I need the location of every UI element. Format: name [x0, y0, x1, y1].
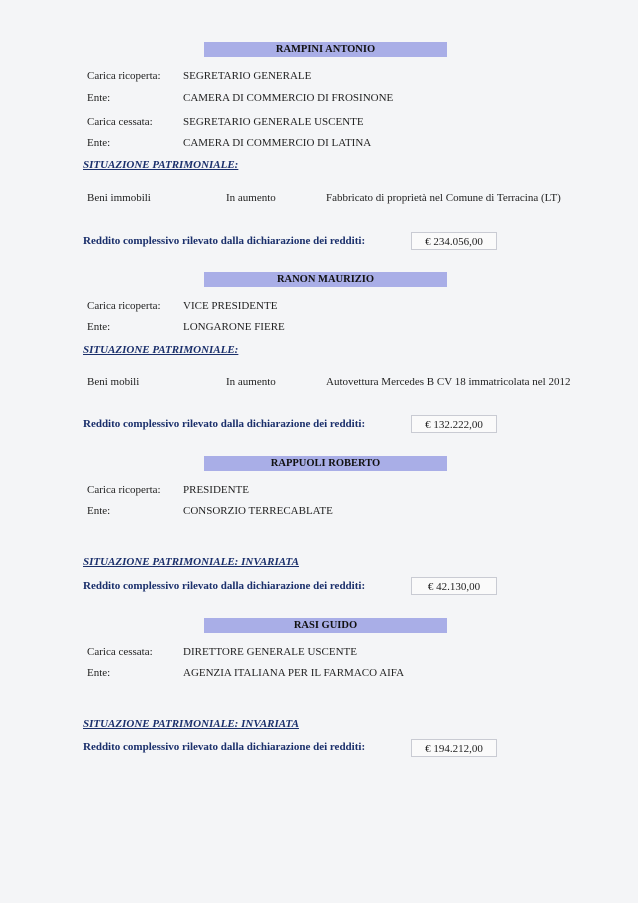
ente-value: CAMERA DI COMMERCIO DI FROSINONE	[183, 92, 394, 104]
ente-value: CONSORZIO TERRECABLATE	[183, 505, 333, 517]
ente-label: Ente:	[87, 321, 111, 333]
person-name-bar: RASI GUIDO	[204, 618, 447, 633]
reddito-value: € 194.212,00	[411, 739, 497, 757]
carica-ricoperta-value: PRESIDENTE	[183, 484, 249, 496]
ente-value: AGENZIA ITALIANA PER IL FARMACO AIFA	[183, 667, 405, 679]
carica-ricoperta-label: Carica ricoperta:	[87, 300, 161, 312]
situazione-patrimoniale-heading: SITUAZIONE PATRIMONIALE:	[83, 344, 239, 356]
situazione-patrimoniale-heading: SITUAZIONE PATRIMONIALE:	[83, 159, 239, 171]
carica-ricoperta-label: Carica ricoperta:	[87, 70, 161, 82]
ente-label: Ente:	[87, 92, 111, 104]
asset-type: Beni immobili	[87, 192, 151, 204]
asset-trend: In aumento	[226, 192, 276, 204]
situazione-invariata-heading: SITUAZIONE PATRIMONIALE: INVARIATA	[83, 556, 299, 568]
carica-ricoperta-label: Carica ricoperta:	[87, 484, 161, 496]
ente-label: Ente:	[87, 667, 111, 679]
reddito-value: € 132.222,00	[411, 415, 497, 433]
ente-label: Ente:	[87, 137, 111, 149]
reddito-label: Reddito complessivo rilevato dalla dichiarazione dei redditi:	[83, 580, 366, 592]
carica-ricoperta-value: VICE PRESIDENTE	[183, 300, 278, 312]
asset-type: Beni mobili	[87, 376, 140, 388]
person-name-bar: RAPPUOLI ROBERTO	[204, 456, 447, 471]
reddito-value: € 42.130,00	[411, 577, 497, 595]
person-name-bar: RANON MAURIZIO	[204, 272, 447, 287]
reddito-value: € 234.056,00	[411, 232, 497, 250]
ente-value: LONGARONE FIERE	[183, 321, 285, 333]
ente-cessata-value: CAMERA DI COMMERCIO DI LATINA	[183, 137, 372, 149]
person-name-bar: RAMPINI ANTONIO	[204, 42, 447, 57]
reddito-label: Reddito complessivo rilevato dalla dichiarazione dei redditi:	[83, 235, 366, 247]
carica-cessata-value: SEGRETARIO GENERALE USCENTE	[183, 116, 364, 128]
ente-label: Ente:	[87, 505, 111, 517]
situazione-invariata-heading: SITUAZIONE PATRIMONIALE: INVARIATA	[83, 718, 299, 730]
carica-cessata-label: Carica cessata:	[87, 646, 153, 658]
carica-ricoperta-value: SEGRETARIO GENERALE	[183, 70, 312, 82]
carica-cessata-value: DIRETTORE GENERALE USCENTE	[183, 646, 357, 658]
asset-trend: In aumento	[226, 376, 276, 388]
carica-cessata-label: Carica cessata:	[87, 116, 153, 128]
reddito-label: Reddito complessivo rilevato dalla dichiarazione dei redditi:	[83, 418, 366, 430]
reddito-label: Reddito complessivo rilevato dalla dichiarazione dei redditi:	[83, 741, 366, 753]
asset-description: Autovettura Mercedes B CV 18 immatricolata nel 2012	[326, 376, 571, 388]
asset-description: Fabbricato di proprietà nel Comune di Terracina (LT)	[326, 192, 561, 204]
